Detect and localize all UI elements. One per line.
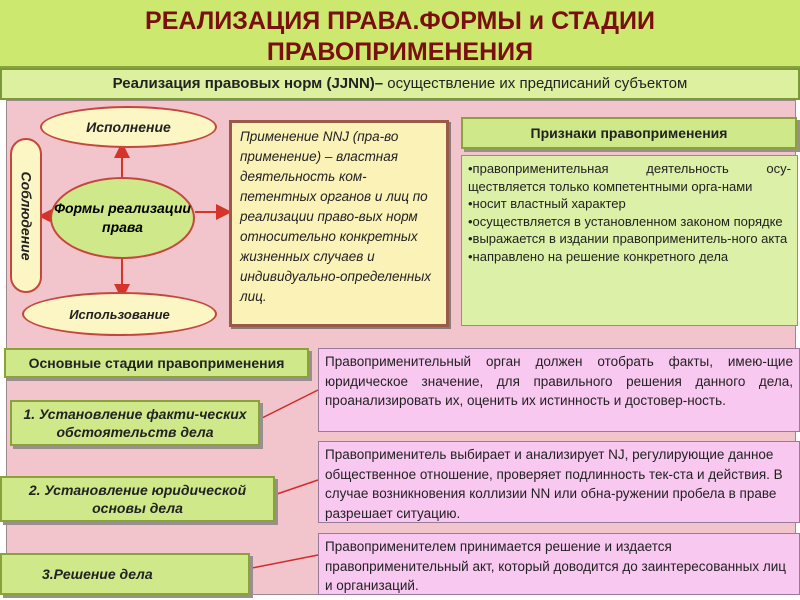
title-line-1: РЕАЛИЗАЦИЯ ПРАВА.ФОРМЫ и СТАДИИ <box>145 7 655 35</box>
stage-2-description <box>318 441 800 523</box>
oval-forms-center <box>50 177 195 259</box>
signs-list-item: •направлено на решение конкретного дела <box>468 248 729 264</box>
stage-1-label: 1. Установление факти-ческих обстоятельств дела <box>23 406 247 440</box>
oval-usage-label: Использование <box>69 306 170 322</box>
connector-stage-1 <box>262 390 318 418</box>
definition-text: осуществление их предписаний субъектом <box>383 75 688 92</box>
signs-list-item: •правоприменительная деятельность осу-ществляется только компетентными орга-нами <box>468 161 791 194</box>
oval-execution <box>40 106 217 148</box>
connector-stage-3 <box>252 555 318 568</box>
connector-stage-2 <box>277 480 318 494</box>
stage-2-label: 2. Установление юридической основы дела <box>28 482 247 516</box>
oval-usage <box>22 292 217 336</box>
signs-header-label: Признаки правоприменения <box>530 125 728 141</box>
stage-2-box <box>0 476 275 522</box>
signs-list-item: •носит властный характер <box>468 196 626 211</box>
stages-header <box>4 348 309 378</box>
stage-3-box <box>0 553 250 595</box>
application-definition-text: Применение NNJ (пра-во применение) – властная деятельность ком-петентных органов и лиц по реализации право-вых норм относительно конкретных жизненных случаев и индивидуально-определенных лиц. <box>240 129 432 304</box>
stage-3-label: 3.Решение дела <box>42 566 153 582</box>
stage-3-description-text: Правоприменителем принимается решение и издается правоприменительный акт, который доводится до заинтересованных лиц и организаций. <box>325 539 786 593</box>
application-definition-box <box>229 120 449 327</box>
oval-execution-label: Исполнение <box>86 119 171 135</box>
signs-header <box>461 117 797 149</box>
stage-1-description-text: Правоприменительный орган должен отобрать факты, имею-щие юридическое значение, для правильного решения данного дела, проанализировать их, оценить их истинность и достовер-ность. <box>325 354 793 408</box>
stage-1-description <box>318 348 800 432</box>
signs-list <box>461 155 798 326</box>
stages-header-label: Основные стадии правоприменения <box>28 355 285 371</box>
signs-list-item: •выражается в издании правоприменитель-ного акта <box>468 231 788 246</box>
oval-compliance-label: Соблюдение <box>18 170 35 261</box>
stage-1-box <box>10 400 260 446</box>
stage-2-description-text: Правоприменитель выбирает и анализирует NJ, регулирующие данное общественное отношение, проверяет подлинность тек-ста и действия. В случае возникновения коллизии NN или обна-ружении пробела в праве разрешает ситуацию. <box>325 447 783 521</box>
title-line-2: ПРАВОПРИМЕНЕНИЯ <box>266 38 534 66</box>
oval-compliance <box>10 138 42 293</box>
oval-forms-center-label: Формы реализации права <box>54 200 191 235</box>
signs-list-item: •осуществляется в установленном законом порядке <box>468 213 783 229</box>
stage-3-description <box>318 533 800 595</box>
definition-term: Реализация правовых норм (JJNN)– <box>112 75 384 92</box>
